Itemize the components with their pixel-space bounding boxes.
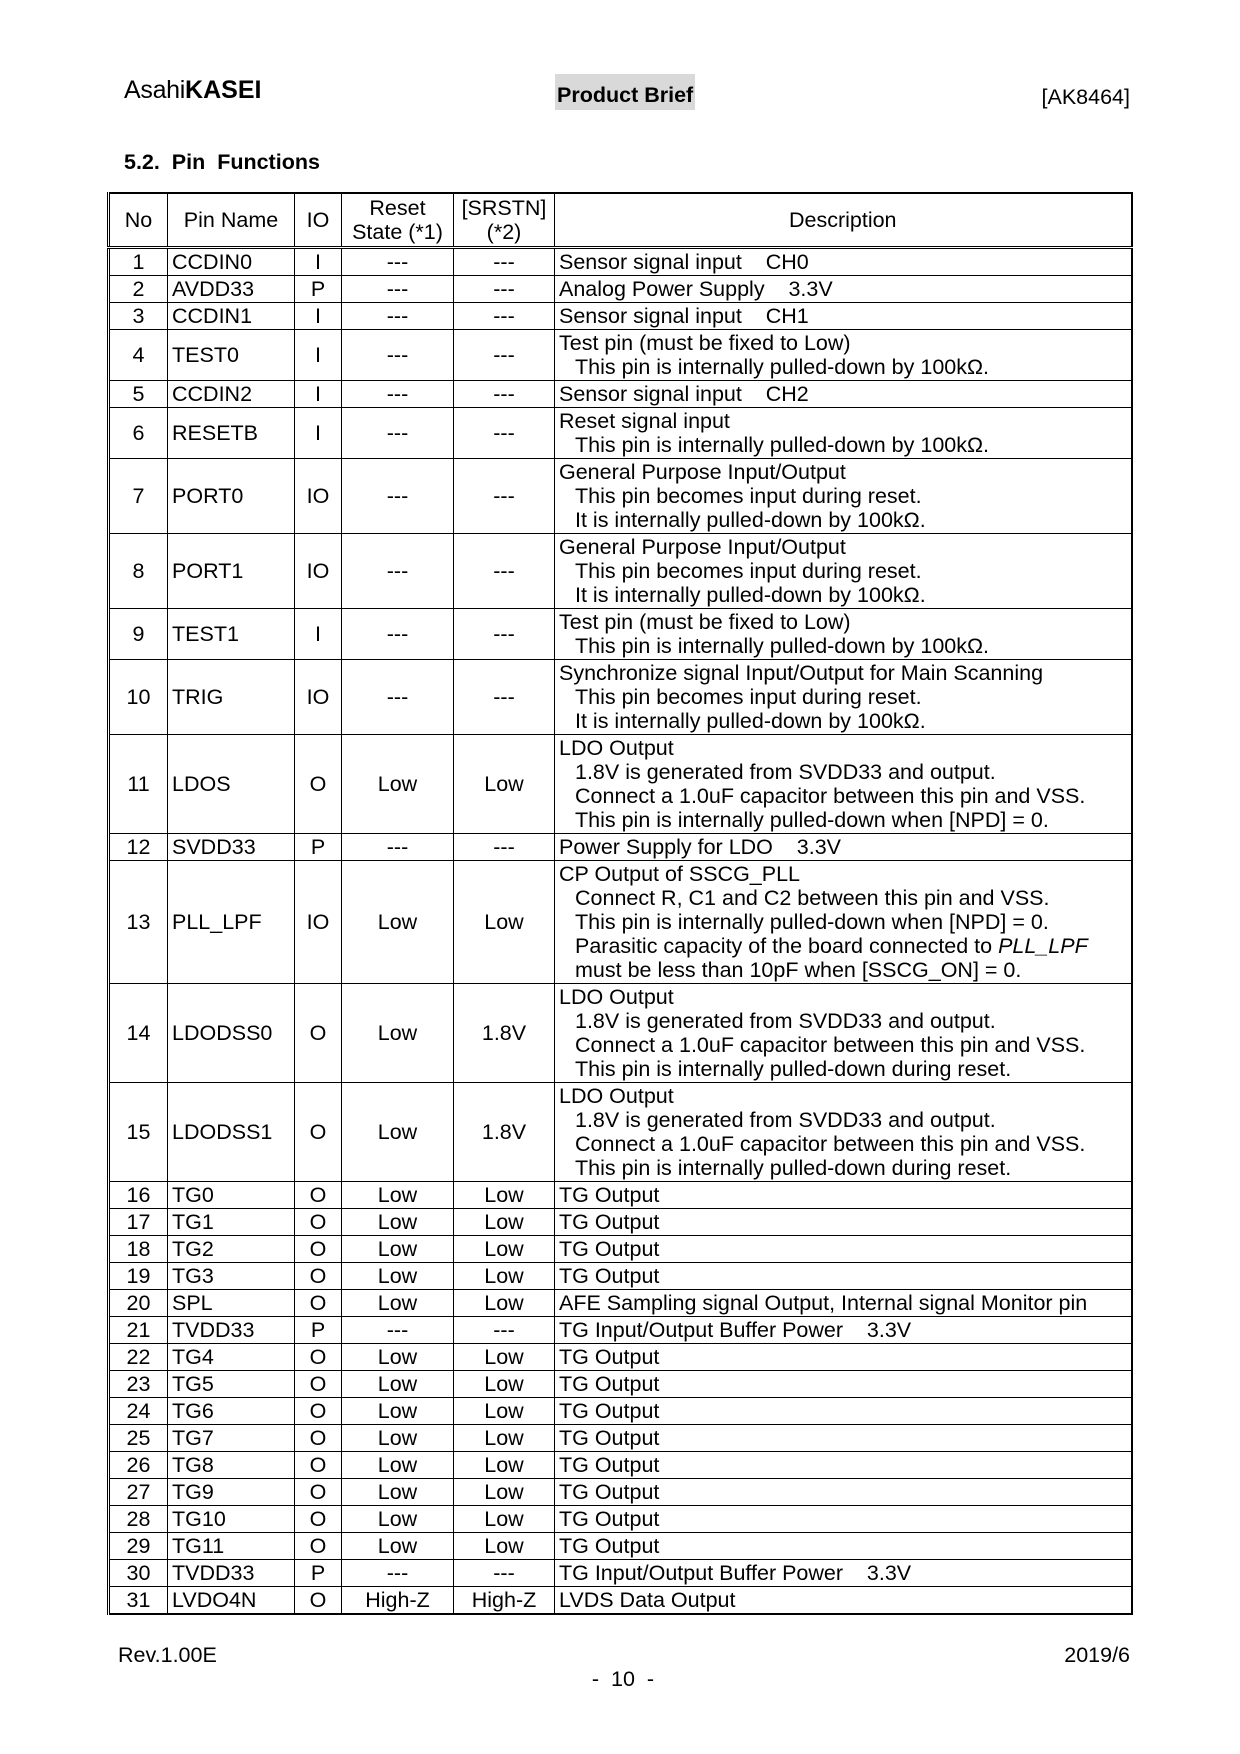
pin-srstn-cell: Low bbox=[454, 1209, 555, 1236]
pin-name-cell: PLL_LPF bbox=[168, 861, 295, 984]
pin-description-cell bbox=[555, 1263, 1132, 1290]
pin-name-cell: TRIG bbox=[168, 660, 295, 735]
pin-description-cell bbox=[555, 276, 1132, 303]
pin-name-cell: PORT0 bbox=[168, 459, 295, 534]
description-line: This pin is internally pulled-down by 100kΩ. bbox=[575, 634, 990, 658]
description-line: Sensor signal input CH1 bbox=[559, 304, 809, 328]
pin-description-cell bbox=[555, 408, 1132, 459]
pin-row bbox=[109, 1587, 1132, 1615]
pin-reset-state-cell: --- bbox=[342, 276, 454, 303]
document-type-label: Product Brief bbox=[555, 74, 695, 110]
pin-name-cell: CCDIN0 bbox=[168, 248, 295, 276]
pin-reset-state-cell: High-Z bbox=[342, 1587, 454, 1615]
pin-no-cell: 2 bbox=[109, 276, 168, 303]
pin-no-cell: 11 bbox=[109, 735, 168, 834]
pin-reset-state-cell: Low bbox=[342, 1083, 454, 1182]
pin-description-cell bbox=[555, 1425, 1132, 1452]
pin-srstn-cell: Low bbox=[454, 1452, 555, 1479]
pin-io-cell: O bbox=[295, 1083, 342, 1182]
pin-io-cell: O bbox=[295, 1209, 342, 1236]
pin-io-cell: O bbox=[295, 1452, 342, 1479]
pin-io-cell: P bbox=[295, 276, 342, 303]
description-text: Parasitic capacity of the board connected to bbox=[575, 934, 999, 958]
pin-name-cell: SVDD33 bbox=[168, 834, 295, 861]
pin-io-cell: O bbox=[295, 735, 342, 834]
pin-description-cell bbox=[555, 984, 1132, 1083]
pin-row bbox=[109, 1263, 1132, 1290]
pin-row bbox=[109, 1425, 1132, 1452]
pin-row bbox=[109, 534, 1132, 609]
pin-name-cell: CCDIN2 bbox=[168, 381, 295, 408]
pin-io-cell: O bbox=[295, 1587, 342, 1615]
footer-page-number: - 10 - bbox=[591, 1667, 655, 1691]
pin-reset-state-cell: Low bbox=[342, 1398, 454, 1425]
description-line: LVDS Data Output bbox=[559, 1588, 736, 1612]
pin-io-cell: I bbox=[295, 248, 342, 276]
pin-no-cell: 10 bbox=[109, 660, 168, 735]
pin-description-cell bbox=[555, 1317, 1132, 1344]
pin-name-cell: LVDO4N bbox=[168, 1587, 295, 1615]
column-header-reset-state bbox=[342, 193, 454, 248]
pin-description-cell bbox=[555, 735, 1132, 834]
pin-srstn-cell: High-Z bbox=[454, 1587, 555, 1615]
description-line: TG Output bbox=[559, 1399, 660, 1423]
description-line bbox=[559, 934, 1127, 958]
pin-srstn-cell: --- bbox=[454, 534, 555, 609]
pin-description-cell bbox=[555, 1083, 1132, 1182]
description-line: Synchronize signal Input/Output for Main Scanning bbox=[559, 661, 1044, 685]
pin-srstn-cell: Low bbox=[454, 1533, 555, 1560]
pin-reset-state-cell: Low bbox=[342, 1479, 454, 1506]
pin-description-cell bbox=[555, 834, 1132, 861]
logo-kasei-text: KASEI bbox=[185, 76, 262, 104]
pin-srstn-cell: --- bbox=[454, 276, 555, 303]
pin-io-cell: O bbox=[295, 1506, 342, 1533]
pin-row bbox=[109, 1344, 1132, 1371]
pin-no-cell: 3 bbox=[109, 303, 168, 330]
pin-description-cell bbox=[555, 1560, 1132, 1587]
pin-no-cell: 12 bbox=[109, 834, 168, 861]
pin-io-cell: I bbox=[295, 609, 342, 660]
description-line: Analog Power Supply 3.3V bbox=[559, 277, 833, 301]
column-header-reset-state-line-1: Reset bbox=[369, 196, 426, 220]
pin-description-cell bbox=[555, 1209, 1132, 1236]
pin-row bbox=[109, 330, 1132, 381]
pin-srstn-cell: --- bbox=[454, 248, 555, 276]
pin-reset-state-cell: --- bbox=[342, 459, 454, 534]
description-line: This pin is internally pulled-down by 100kΩ. bbox=[575, 433, 990, 457]
pin-description-cell bbox=[555, 861, 1132, 984]
pin-description-cell bbox=[555, 1344, 1132, 1371]
pin-row bbox=[109, 381, 1132, 408]
pin-name-cell: TG5 bbox=[168, 1371, 295, 1398]
pin-srstn-cell: 1.8V bbox=[454, 1083, 555, 1182]
column-header-srstn-line-2: (*2) bbox=[486, 220, 522, 244]
description-line: Connect a 1.0uF capacitor between this pin and VSS. bbox=[575, 1033, 1086, 1057]
pin-name-cell: TG11 bbox=[168, 1533, 295, 1560]
pin-no-cell: 25 bbox=[109, 1425, 168, 1452]
pin-name-cell: TG0 bbox=[168, 1182, 295, 1209]
pin-name-cell: RESETB bbox=[168, 408, 295, 459]
pin-reset-state-cell: Low bbox=[342, 1452, 454, 1479]
pin-row bbox=[109, 735, 1132, 834]
description-line: TG Output bbox=[559, 1237, 660, 1261]
pin-no-cell: 26 bbox=[109, 1452, 168, 1479]
pin-srstn-cell: Low bbox=[454, 1290, 555, 1317]
pin-row bbox=[109, 861, 1132, 984]
pin-reset-state-cell: --- bbox=[342, 609, 454, 660]
pin-reset-state-cell: --- bbox=[342, 248, 454, 276]
pin-io-cell: O bbox=[295, 1263, 342, 1290]
pin-reset-state-cell: --- bbox=[342, 534, 454, 609]
pin-io-cell: O bbox=[295, 1344, 342, 1371]
pin-reset-state-cell: --- bbox=[342, 330, 454, 381]
pin-name-cell: TG8 bbox=[168, 1452, 295, 1479]
description-line: TG Output bbox=[559, 1507, 660, 1531]
pin-reset-state-cell: Low bbox=[342, 1236, 454, 1263]
pin-reset-state-cell: Low bbox=[342, 1182, 454, 1209]
pin-row bbox=[109, 1506, 1132, 1533]
description-line: Power Supply for LDO 3.3V bbox=[559, 835, 842, 859]
pin-row bbox=[109, 1083, 1132, 1182]
description-line: Connect a 1.0uF capacitor between this pin and VSS. bbox=[575, 784, 1086, 808]
description-line: LDO Output bbox=[559, 985, 674, 1009]
company-logo bbox=[124, 75, 261, 105]
description-line: 1.8V is generated from SVDD33 and output. bbox=[575, 1009, 996, 1033]
pin-no-cell: 20 bbox=[109, 1290, 168, 1317]
description-line: This pin becomes input during reset. bbox=[575, 685, 922, 709]
description-line: TG Output bbox=[559, 1372, 660, 1396]
pin-no-cell: 18 bbox=[109, 1236, 168, 1263]
pin-io-cell: I bbox=[295, 381, 342, 408]
section-title: 5.2. Pin Functions bbox=[124, 150, 320, 174]
pin-reset-state-cell: Low bbox=[342, 1533, 454, 1560]
pin-io-cell: P bbox=[295, 1317, 342, 1344]
pin-io-cell: P bbox=[295, 1560, 342, 1587]
description-line: Reset signal input bbox=[559, 409, 730, 433]
pin-no-cell: 24 bbox=[109, 1398, 168, 1425]
logo-asahi-text: Asahi bbox=[124, 76, 186, 104]
pin-row bbox=[109, 1479, 1132, 1506]
pin-row bbox=[109, 1371, 1132, 1398]
description-line: TG Output bbox=[559, 1453, 660, 1477]
pin-name-cell: TVDD33 bbox=[168, 1560, 295, 1587]
pin-description-cell bbox=[555, 1398, 1132, 1425]
pin-srstn-cell: --- bbox=[454, 330, 555, 381]
pin-reset-state-cell: --- bbox=[342, 660, 454, 735]
pin-description-cell bbox=[555, 1236, 1132, 1263]
description-line: TG Input/Output Buffer Power 3.3V bbox=[559, 1561, 912, 1585]
footer-date: 2019/6 bbox=[1064, 1643, 1130, 1667]
description-line: This pin is internally pulled-down during reset. bbox=[575, 1057, 1012, 1081]
pin-reset-state-cell: Low bbox=[342, 861, 454, 984]
pin-reset-state-cell: Low bbox=[342, 735, 454, 834]
pin-name-cell: TG1 bbox=[168, 1209, 295, 1236]
pin-no-cell: 17 bbox=[109, 1209, 168, 1236]
pin-functions-table bbox=[107, 192, 1133, 1615]
pin-no-cell: 15 bbox=[109, 1083, 168, 1182]
description-line: must be less than 10pF when [SSCG_ON] = 0. bbox=[575, 958, 1022, 982]
pin-row bbox=[109, 459, 1132, 534]
pin-description-cell bbox=[555, 381, 1132, 408]
pin-row bbox=[109, 1398, 1132, 1425]
pin-io-cell: O bbox=[295, 1398, 342, 1425]
pin-reset-state-cell: --- bbox=[342, 381, 454, 408]
pin-name-cell: TG6 bbox=[168, 1398, 295, 1425]
pin-name-cell: TG2 bbox=[168, 1236, 295, 1263]
description-line: LDO Output bbox=[559, 1084, 674, 1108]
pin-reset-state-cell: Low bbox=[342, 1209, 454, 1236]
pin-name-cell: TG10 bbox=[168, 1506, 295, 1533]
pin-reset-state-cell: Low bbox=[342, 1506, 454, 1533]
description-line: It is internally pulled-down by 100kΩ. bbox=[575, 583, 926, 607]
pin-srstn-cell: Low bbox=[454, 1425, 555, 1452]
column-header-description: Description bbox=[555, 193, 1132, 248]
pin-no-cell: 28 bbox=[109, 1506, 168, 1533]
description-line: Test pin (must be fixed to Low) bbox=[559, 610, 851, 634]
pin-no-cell: 1 bbox=[109, 248, 168, 276]
pin-reset-state-cell: Low bbox=[342, 1263, 454, 1290]
pin-description-cell bbox=[555, 303, 1132, 330]
pin-no-cell: 9 bbox=[109, 609, 168, 660]
pin-row bbox=[109, 834, 1132, 861]
pin-name-cell: TG3 bbox=[168, 1263, 295, 1290]
pin-io-cell: I bbox=[295, 303, 342, 330]
pin-srstn-cell: --- bbox=[454, 1317, 555, 1344]
pin-name-cell: LDODSS0 bbox=[168, 984, 295, 1083]
pin-io-cell: O bbox=[295, 1479, 342, 1506]
column-header-pin-name: Pin Name bbox=[168, 193, 295, 248]
pin-no-cell: 4 bbox=[109, 330, 168, 381]
pin-srstn-cell: Low bbox=[454, 1344, 555, 1371]
description-line: This pin becomes input during reset. bbox=[575, 559, 922, 583]
pin-row bbox=[109, 248, 1132, 276]
pin-name-cell: TG7 bbox=[168, 1425, 295, 1452]
description-line: TG Output bbox=[559, 1264, 660, 1288]
pin-description-cell bbox=[555, 660, 1132, 735]
pin-srstn-cell: Low bbox=[454, 1398, 555, 1425]
pin-row bbox=[109, 1209, 1132, 1236]
pin-row bbox=[109, 408, 1132, 459]
pin-row bbox=[109, 1317, 1132, 1344]
pin-no-cell: 8 bbox=[109, 534, 168, 609]
description-line: Connect R, C1 and C2 between this pin and VSS. bbox=[575, 886, 1050, 910]
pin-reset-state-cell: --- bbox=[342, 834, 454, 861]
pin-srstn-cell: Low bbox=[454, 1263, 555, 1290]
description-line: Test pin (must be fixed to Low) bbox=[559, 331, 851, 355]
description-line: This pin is internally pulled-down during reset. bbox=[575, 1156, 1012, 1180]
description-line: TG Output bbox=[559, 1183, 660, 1207]
pin-table-body bbox=[109, 248, 1132, 1615]
pin-description-cell bbox=[555, 248, 1132, 276]
pin-srstn-cell: Low bbox=[454, 1182, 555, 1209]
pin-name-cell: TG9 bbox=[168, 1479, 295, 1506]
description-line: General Purpose Input/Output bbox=[559, 460, 846, 484]
pin-no-cell: 16 bbox=[109, 1182, 168, 1209]
pin-srstn-cell: --- bbox=[454, 381, 555, 408]
pin-io-cell: IO bbox=[295, 459, 342, 534]
pin-io-cell: I bbox=[295, 330, 342, 381]
pin-description-cell bbox=[555, 1452, 1132, 1479]
pin-io-cell: IO bbox=[295, 534, 342, 609]
pin-srstn-cell: --- bbox=[454, 408, 555, 459]
pin-io-cell: I bbox=[295, 408, 342, 459]
pin-reset-state-cell: --- bbox=[342, 1560, 454, 1587]
pin-no-cell: 13 bbox=[109, 861, 168, 984]
pin-name-cell: TG4 bbox=[168, 1344, 295, 1371]
pin-row bbox=[109, 1236, 1132, 1263]
description-line: Sensor signal input CH0 bbox=[559, 250, 809, 274]
pin-description-cell bbox=[555, 609, 1132, 660]
pin-srstn-cell: Low bbox=[454, 735, 555, 834]
pin-name-cell: PORT1 bbox=[168, 534, 295, 609]
pin-no-cell: 30 bbox=[109, 1560, 168, 1587]
description-line: It is internally pulled-down by 100kΩ. bbox=[575, 709, 926, 733]
pin-description-cell bbox=[555, 534, 1132, 609]
pin-description-cell bbox=[555, 1479, 1132, 1506]
description-line: TG Output bbox=[559, 1345, 660, 1369]
pin-row bbox=[109, 984, 1132, 1083]
description-line: TG Output bbox=[559, 1534, 660, 1558]
pin-name-cell: SPL bbox=[168, 1290, 295, 1317]
pin-row bbox=[109, 276, 1132, 303]
pin-srstn-cell: Low bbox=[454, 1479, 555, 1506]
pin-srstn-cell: 1.8V bbox=[454, 984, 555, 1083]
pin-no-cell: 21 bbox=[109, 1317, 168, 1344]
pin-io-cell: IO bbox=[295, 861, 342, 984]
pin-description-cell bbox=[555, 459, 1132, 534]
pin-io-cell: O bbox=[295, 1290, 342, 1317]
pin-srstn-cell: Low bbox=[454, 861, 555, 984]
pin-no-cell: 5 bbox=[109, 381, 168, 408]
description-line: TG Input/Output Buffer Power 3.3V bbox=[559, 1318, 912, 1342]
pin-name-cell: TEST0 bbox=[168, 330, 295, 381]
description-line: Sensor signal input CH2 bbox=[559, 382, 809, 406]
pin-no-cell: 27 bbox=[109, 1479, 168, 1506]
pin-reset-state-cell: --- bbox=[342, 303, 454, 330]
pin-no-cell: 23 bbox=[109, 1371, 168, 1398]
pin-reset-state-cell: --- bbox=[342, 1317, 454, 1344]
pin-io-cell: O bbox=[295, 1533, 342, 1560]
part-number: [AK8464] bbox=[1041, 85, 1130, 109]
pin-reset-state-cell: Low bbox=[342, 1425, 454, 1452]
description-line: TG Output bbox=[559, 1210, 660, 1234]
pin-reset-state-cell: Low bbox=[342, 1371, 454, 1398]
footer-revision: Rev.1.00E bbox=[118, 1643, 217, 1667]
pin-no-cell: 31 bbox=[109, 1587, 168, 1615]
pin-io-cell: O bbox=[295, 1425, 342, 1452]
pin-srstn-cell: --- bbox=[454, 609, 555, 660]
description-line: 1.8V is generated from SVDD33 and output. bbox=[575, 1108, 996, 1132]
pin-no-cell: 22 bbox=[109, 1344, 168, 1371]
description-line: 1.8V is generated from SVDD33 and output. bbox=[575, 760, 996, 784]
pin-description-cell bbox=[555, 330, 1132, 381]
pin-row bbox=[109, 1452, 1132, 1479]
column-header-io: IO bbox=[295, 193, 342, 248]
description-line: It is internally pulled-down by 100kΩ. bbox=[575, 508, 926, 532]
description-line: LDO Output bbox=[559, 736, 674, 760]
pin-row bbox=[109, 1560, 1132, 1587]
table-header-row bbox=[109, 193, 1132, 248]
pin-row bbox=[109, 303, 1132, 330]
description-italic-text: PLL_LPF bbox=[998, 934, 1088, 958]
pin-reset-state-cell: Low bbox=[342, 1290, 454, 1317]
column-header-srstn bbox=[454, 193, 555, 248]
pin-row bbox=[109, 1182, 1132, 1209]
pin-row bbox=[109, 660, 1132, 735]
description-line: CP Output of SSCG_PLL bbox=[559, 862, 801, 886]
description-line: AFE Sampling signal Output, Internal signal Monitor pin bbox=[559, 1291, 1088, 1315]
pin-io-cell: O bbox=[295, 1182, 342, 1209]
pin-no-cell: 19 bbox=[109, 1263, 168, 1290]
description-line: This pin is internally pulled-down when [NPD] = 0. bbox=[575, 910, 1049, 934]
pin-io-cell: O bbox=[295, 1236, 342, 1263]
pin-name-cell: TEST1 bbox=[168, 609, 295, 660]
pin-srstn-cell: --- bbox=[454, 303, 555, 330]
pin-srstn-cell: Low bbox=[454, 1236, 555, 1263]
description-line: Connect a 1.0uF capacitor between this pin and VSS. bbox=[575, 1132, 1086, 1156]
column-header-reset-state-line-2: State (*1) bbox=[352, 220, 443, 244]
pin-description-cell bbox=[555, 1506, 1132, 1533]
pin-description-cell bbox=[555, 1371, 1132, 1398]
pin-no-cell: 7 bbox=[109, 459, 168, 534]
pin-description-cell bbox=[555, 1182, 1132, 1209]
pin-description-cell bbox=[555, 1533, 1132, 1560]
pin-name-cell: AVDD33 bbox=[168, 276, 295, 303]
pin-reset-state-cell: Low bbox=[342, 1344, 454, 1371]
pin-name-cell: LDODSS1 bbox=[168, 1083, 295, 1182]
description-line: This pin is internally pulled-down when [NPD] = 0. bbox=[575, 808, 1049, 832]
pin-no-cell: 6 bbox=[109, 408, 168, 459]
pin-no-cell: 14 bbox=[109, 984, 168, 1083]
column-header-srstn-line-1: [SRSTN] bbox=[461, 196, 547, 220]
pin-reset-state-cell: --- bbox=[342, 408, 454, 459]
pin-io-cell: IO bbox=[295, 660, 342, 735]
pin-row bbox=[109, 609, 1132, 660]
pin-row bbox=[109, 1290, 1132, 1317]
pin-srstn-cell: --- bbox=[454, 834, 555, 861]
description-line: This pin becomes input during reset. bbox=[575, 484, 922, 508]
pin-srstn-cell: --- bbox=[454, 459, 555, 534]
pin-row bbox=[109, 1533, 1132, 1560]
pin-name-cell: CCDIN1 bbox=[168, 303, 295, 330]
column-header-no: No bbox=[109, 193, 168, 248]
description-line: This pin is internally pulled-down by 100kΩ. bbox=[575, 355, 990, 379]
pin-description-cell bbox=[555, 1290, 1132, 1317]
description-line: TG Output bbox=[559, 1426, 660, 1450]
pin-io-cell: P bbox=[295, 834, 342, 861]
pin-description-cell bbox=[555, 1587, 1132, 1615]
pin-no-cell: 29 bbox=[109, 1533, 168, 1560]
pin-name-cell: TVDD33 bbox=[168, 1317, 295, 1344]
description-line: General Purpose Input/Output bbox=[559, 535, 846, 559]
pin-io-cell: O bbox=[295, 984, 342, 1083]
pin-srstn-cell: Low bbox=[454, 1506, 555, 1533]
pin-io-cell: O bbox=[295, 1371, 342, 1398]
pin-srstn-cell: --- bbox=[454, 660, 555, 735]
pin-name-cell: LDOS bbox=[168, 735, 295, 834]
pin-srstn-cell: --- bbox=[454, 1560, 555, 1587]
pin-srstn-cell: Low bbox=[454, 1371, 555, 1398]
description-line: TG Output bbox=[559, 1480, 660, 1504]
pin-reset-state-cell: Low bbox=[342, 984, 454, 1083]
